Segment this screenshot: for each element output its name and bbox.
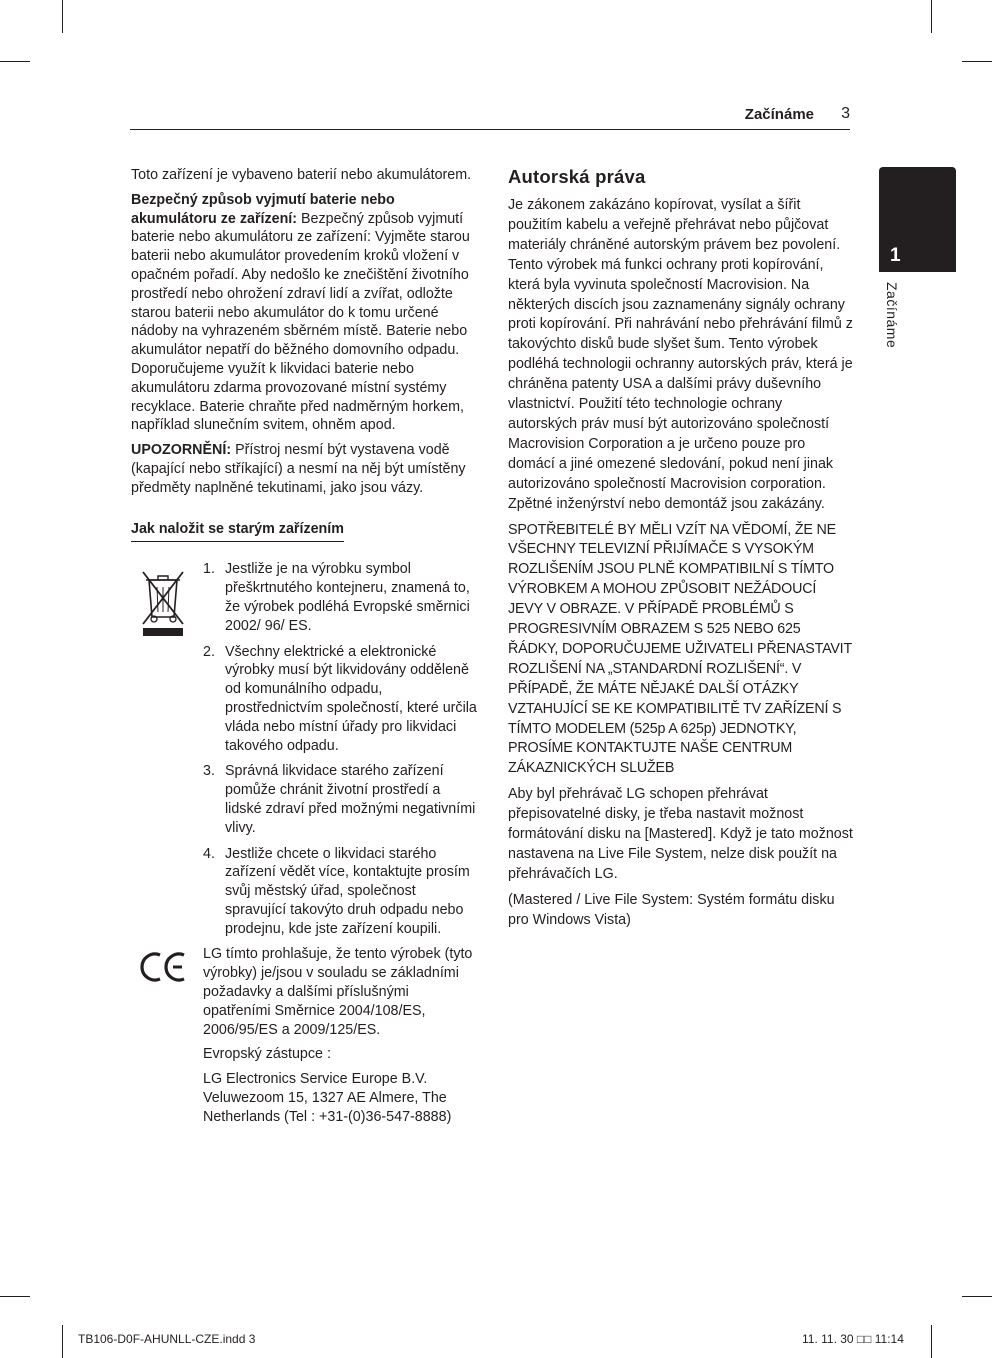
crop-mark	[62, 1325, 63, 1358]
list-item: 1. Jestliže je na výrobku symbol přeškrtnutého kontejneru, znamená to, že výrobek podléhá Evropské směrnici 2002/ 96/ ES.	[203, 561, 470, 634]
ce-text: LG tímto prohlašuje, že tento výrobek (tyto výrobky) je/jsou v souladu se základními požadavky a dalšími příslušnými opatřeními Směrnice 2004/108/ES, 2006/95/ES a 2009/125/ES.	[203, 946, 473, 1038]
left-column	[131, 166, 479, 1133]
crop-mark	[931, 1325, 932, 1358]
crop-mark	[931, 0, 932, 33]
crop-mark	[62, 0, 63, 33]
copyright-paragraph: Je zákonem zakázáno kopírovat, vysílat a šířit použitím kabelu a veřejně přehrávat nebo půjčovat materiály chráněné autorským právem bez povolení. Tento výrobek má funkci ochrany proti kopírování, která byla vyvinuta společností Macrovision. Na některých discích jsou zaznamenány signály ochrany proti kopírování. Při nahrávání nebo přehrávání filmů z takovýchto disků bude slyšet šum. Tento výrobek podléhá technologii ochranny autorských práv, která je chráněna patenty USA a dalšími právy duševního vlastnictví. Použití této technologie ochrany autorských práv musí být autorizováno společností Macrovision Corporation a je určeno pouze pro domácí a jiné omezené sledování, pokud není jinak autorizováno společností Macrovision corporation. Zpětné inženýrství nebo demontáž jsou zakázány.	[508, 197, 853, 512]
running-header	[130, 104, 850, 130]
chapter-tab	[879, 167, 956, 272]
warning-text: Přístroj nesmí být vystavena vodě (kapající nebo stříkající) a nesmí na něj být umístěny předměty naplněné tekutinami, jako jsou vázy.	[131, 442, 466, 496]
crossed-bin-icon	[139, 568, 187, 638]
battery-removal-heading: Bezpečný způsob vyjmutí baterie nebo akumulátoru ze zařízení:	[131, 191, 395, 227]
page-number: 3	[841, 105, 850, 122]
disposal-heading: Jak naložit se starým zařízením	[131, 520, 344, 543]
battery-removal-paragraph	[131, 191, 479, 435]
chapter-number: 1	[890, 245, 901, 266]
list-item: 3. Správná likvidace starého zařízení pomůže chránit životní prostředí a lidské zdraví před možnými negativními vlivy.	[203, 763, 476, 836]
warning-label: UPOZORNĚNÍ:	[131, 442, 232, 459]
file-system-note: (Mastered / Live File System: Systém formátu disku pro Windows Vista)	[508, 891, 835, 928]
list-item: 4. Jestliže chcete o likvidaci starého zařízení vědět více, kontaktujte prosím svůj městský úřad, společnost spravující takovýto druh odpadu nebo prodejnu, kde jste zařízení koupili.	[203, 845, 470, 937]
ce-representative-address: LG Electronics Service Europe B.V. Veluwezoom 15, 1327 AE Almere, The Netherlands (Tel : +31-(0)36-547-8888)	[203, 1071, 452, 1125]
right-column	[508, 166, 853, 937]
rewritable-disc-note: Aby byl přehrávač LG schopen přehrávat přepisovatelné disky, je třeba nastavit možnost formátování disku na [Mastered]. Když je tato možnost nastavena na Live File System, nelze disk použít na přehrávačích LG.	[508, 786, 853, 882]
footer-date-time: 11. 11. 30 □□ 11:14	[802, 1332, 904, 1346]
crop-mark	[0, 61, 30, 62]
list-item: 2. Všechny elektrické a elektronické výrobky musí být likvidovány odděleně od komunálního odpadu, prostřednictvím společností, které určila vláda nebo místní úřady pro likvidaci takového odpadu.	[203, 643, 477, 754]
crop-mark	[0, 1296, 30, 1297]
battery-intro: Toto zařízení je vybaveno baterií nebo akumulátorem.	[131, 167, 472, 183]
battery-removal-text: Bezpečný způsob vyjmutí baterie nebo akumulátoru ze zařízení: Vyjměte starou baterii nebo akumulátor provedením kroků vložení v opačném pořadí. Aby nedošlo ke znečištění životního prostředí nebo ohrožení zdraví lidí a zvířat, odložte starou baterii nebo akumulátor do k tomu určené nádoby na vyhrazeném sběrném místě. Baterie nebo akumulátor nepatří do běžného domovního odpadu. Doporučujeme využít k likvidaci baterie nebo akumulátoru zdarma provozované místní systémy recyklace. Baterie chraňte před nadměrným horkem, například slunečním svitem, ohněm apod.	[131, 210, 470, 434]
section-title: Začínáme	[744, 106, 814, 123]
disposal-list	[203, 560, 479, 938]
chapter-tab-label: Začínáme	[884, 282, 900, 349]
footer-file-info: TB106-D0F-AHUNLL-CZE.indd 3	[78, 1332, 256, 1346]
copyright-heading: Autorská práva	[508, 166, 646, 187]
crop-mark	[962, 61, 992, 62]
disposal-section	[131, 560, 479, 938]
consumer-notice: SPOTŘEBITELÉ BY MĚLI VZÍT NA VĚDOMÍ, ŽE NE VŠECHNY TELEVIZNÍ PŘIJÍMAČE S VYSOKÝM ROZLIŠENÍM JSOU PLNĚ KOMPATIBILNÍ S TÍMTO VÝROBKEM A MOHOU ZPŮSOBIT NEŽÁDOUCÍ JEVY V OBRAZE. V PŘÍPADĚ PROBLÉMŮ S PROGRESIVNÍM OBRAZEM S 525 NEBO 625 ŘÁDKY, DOPORUČUJEME UŽIVATELI PŘENASTAVIT ROZLIŠENÍ NA „STANDARDNÍ ROZLIŠENÍ“. V PŘÍPADĚ, ŽE MÁTE NĚJAKÉ DALŠÍ OTÁZKY VZTAHUJÍCÍ SE KE KOMPATIBILITĚ TV ZAŘÍZENÍ S TÍMTO MODELEM (525p A 625p) JEDNOTKY, PROSÍME KONTAKTUJTE NAŠE CENTRUM ZÁKAZNICKÝCH SLUŽEB	[508, 521, 852, 777]
warning-paragraph	[131, 441, 479, 497]
crop-mark	[962, 1296, 992, 1297]
ce-declaration	[131, 945, 479, 1126]
ce-representative-label: Evropský zástupce :	[203, 1046, 331, 1063]
ce-mark-icon	[140, 951, 188, 983]
